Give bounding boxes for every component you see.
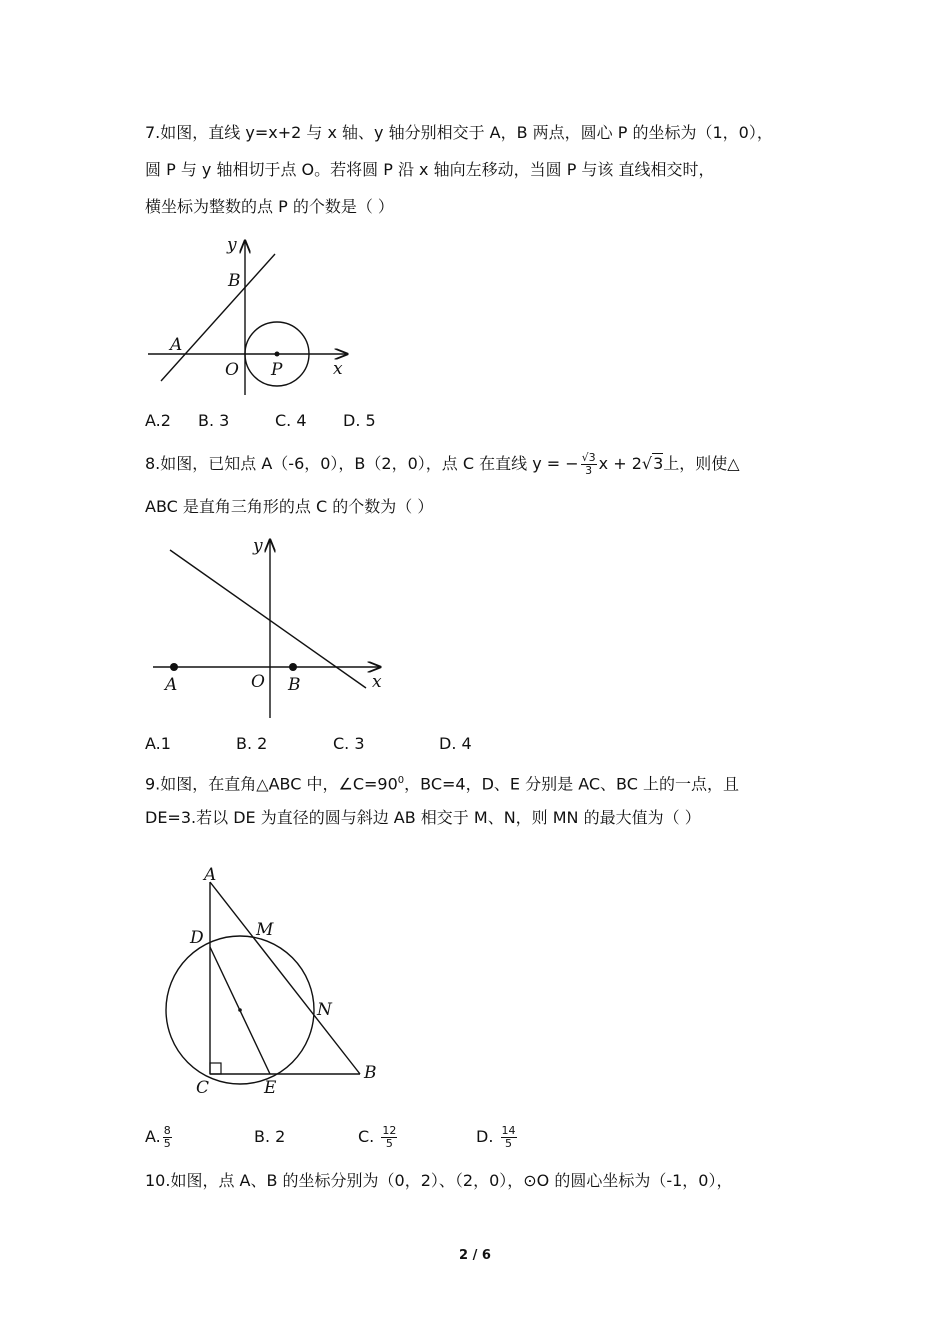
q8-label-a: A — [165, 675, 178, 695]
q9-line1-sup: 0 — [397, 775, 405, 786]
q8-option-b: B. 2 — [236, 734, 268, 753]
q8-option-d: D. 4 — [439, 734, 472, 753]
q9-line1-b: ，BC=4，D、E 分别是 AC、BC 上的一点，且 — [404, 774, 739, 794]
q7-option-d: D. 5 — [343, 411, 376, 430]
q8-sqrt — [642, 453, 663, 475]
q9-label-d: D — [190, 928, 204, 948]
q7-line-y-eq-x-plus-2 — [161, 254, 275, 381]
q9-text-line2: DE=3.若以 DE 为直径的圆与斜边 AB 相交于 M、N，则 MN 的最大值为（ ） — [145, 808, 701, 827]
q8-point-a — [170, 663, 178, 671]
q9-right-angle-mark — [210, 1063, 221, 1074]
q8-label-y: y — [253, 536, 263, 556]
q9-text-line1 — [145, 770, 739, 795]
q9-option-c — [358, 1125, 399, 1150]
q9-label-b: B — [364, 1063, 377, 1083]
q7-label-a: A — [170, 335, 183, 355]
q7-text-line1: 7.如图，直线 y=x+2 与 x 轴、y 轴分别相交于 A，B 两点，圆心 P 的坐标为（1，0）， — [145, 123, 773, 142]
q8-mid: x + 2 — [598, 454, 642, 473]
q9-label-e: E — [264, 1078, 277, 1098]
q8-frac-den: 3 — [585, 464, 593, 477]
q9-option-c-den: 5 — [385, 1137, 393, 1150]
q7-option-b: B. 3 — [198, 411, 230, 430]
q9-option-a-frac — [163, 1125, 172, 1150]
q8-option-c: C. 3 — [333, 734, 365, 753]
q8-text-line2: ABC 是直角三角形的点 C 的个数为（ ） — [145, 497, 434, 516]
q9-label-c: C — [196, 1078, 210, 1098]
q8-suffix: 上，则使△ — [663, 454, 740, 473]
q9-option-c-num: 12 — [382, 1124, 397, 1137]
q8-point-b — [289, 663, 297, 671]
q8-sqrt-symbol: √ — [641, 454, 653, 473]
q8-figure — [150, 535, 400, 720]
q7-figure — [145, 235, 365, 400]
q8-sqrt-value: 3 — [653, 454, 664, 473]
q9-option-d-num: 14 — [501, 1124, 516, 1137]
q8-frac-sqrt-symbol: √ — [581, 451, 589, 464]
q7-label-x: x — [333, 359, 343, 379]
q7-label-b: B — [228, 271, 241, 291]
q9-option-b: B. 2 — [254, 1127, 286, 1146]
q8-label-o: O — [251, 672, 265, 692]
q7-text-line3: 横坐标为整数的点 P 的个数是（ ） — [145, 197, 394, 216]
q9-center-dot — [238, 1008, 242, 1012]
q7-label-y: y — [227, 235, 237, 255]
q9-label-a: A — [204, 865, 217, 885]
q9-option-c-prefix: C. — [358, 1127, 380, 1146]
q9-option-d-frac — [501, 1125, 517, 1150]
q7-label-o: O — [225, 360, 239, 380]
q8-frac-num: 3 — [588, 451, 596, 464]
q8-label-x: x — [372, 672, 382, 692]
q9-option-d — [476, 1125, 519, 1150]
q9-option-d-den: 5 — [505, 1137, 512, 1150]
q8-label-b: B — [288, 675, 301, 695]
q8-option-a: A.1 — [145, 734, 171, 753]
q9-option-a-num: 8 — [163, 1124, 171, 1137]
page-number: 2 / 6 — [459, 1248, 491, 1263]
q9-option-a-prefix: A. — [145, 1127, 161, 1146]
q7-option-a: A.2 — [145, 411, 171, 430]
q9-figure — [160, 860, 390, 1100]
q9-option-c-frac — [381, 1125, 397, 1150]
q8-prefix: 8.如图，已知点 A（-6，0），B（2，0），点 C 在直线 y = − — [145, 454, 579, 473]
q7-option-c: C. 4 — [275, 411, 307, 430]
q9-option-d-prefix: D. — [476, 1127, 499, 1146]
q7-center-p-dot — [275, 352, 280, 357]
q8-text-line1 — [145, 452, 740, 477]
q7-text-line2: 圆 P 与 y 轴相切于点 O。若将圆 P 沿 x 轴向左移动，当圆 P 与该 直线相交时， — [145, 160, 715, 179]
q9-hypotenuse-ab — [210, 882, 360, 1074]
q9-label-m: M — [256, 920, 274, 940]
q10-text-line1: 10.如图，点 A、B 的坐标分别为（0，2）、（2，0），⊙O 的圆心坐标为（-1，0）， — [145, 1171, 733, 1190]
q7-label-p: P — [271, 360, 283, 380]
q8-fraction — [581, 452, 597, 477]
q9-option-a-den: 5 — [163, 1137, 171, 1150]
q9-label-n: N — [317, 1000, 332, 1020]
q9-option-a — [145, 1125, 174, 1150]
q9-line1-a: 9.如图，在直角△ABC 中，∠C=90 — [145, 774, 398, 794]
